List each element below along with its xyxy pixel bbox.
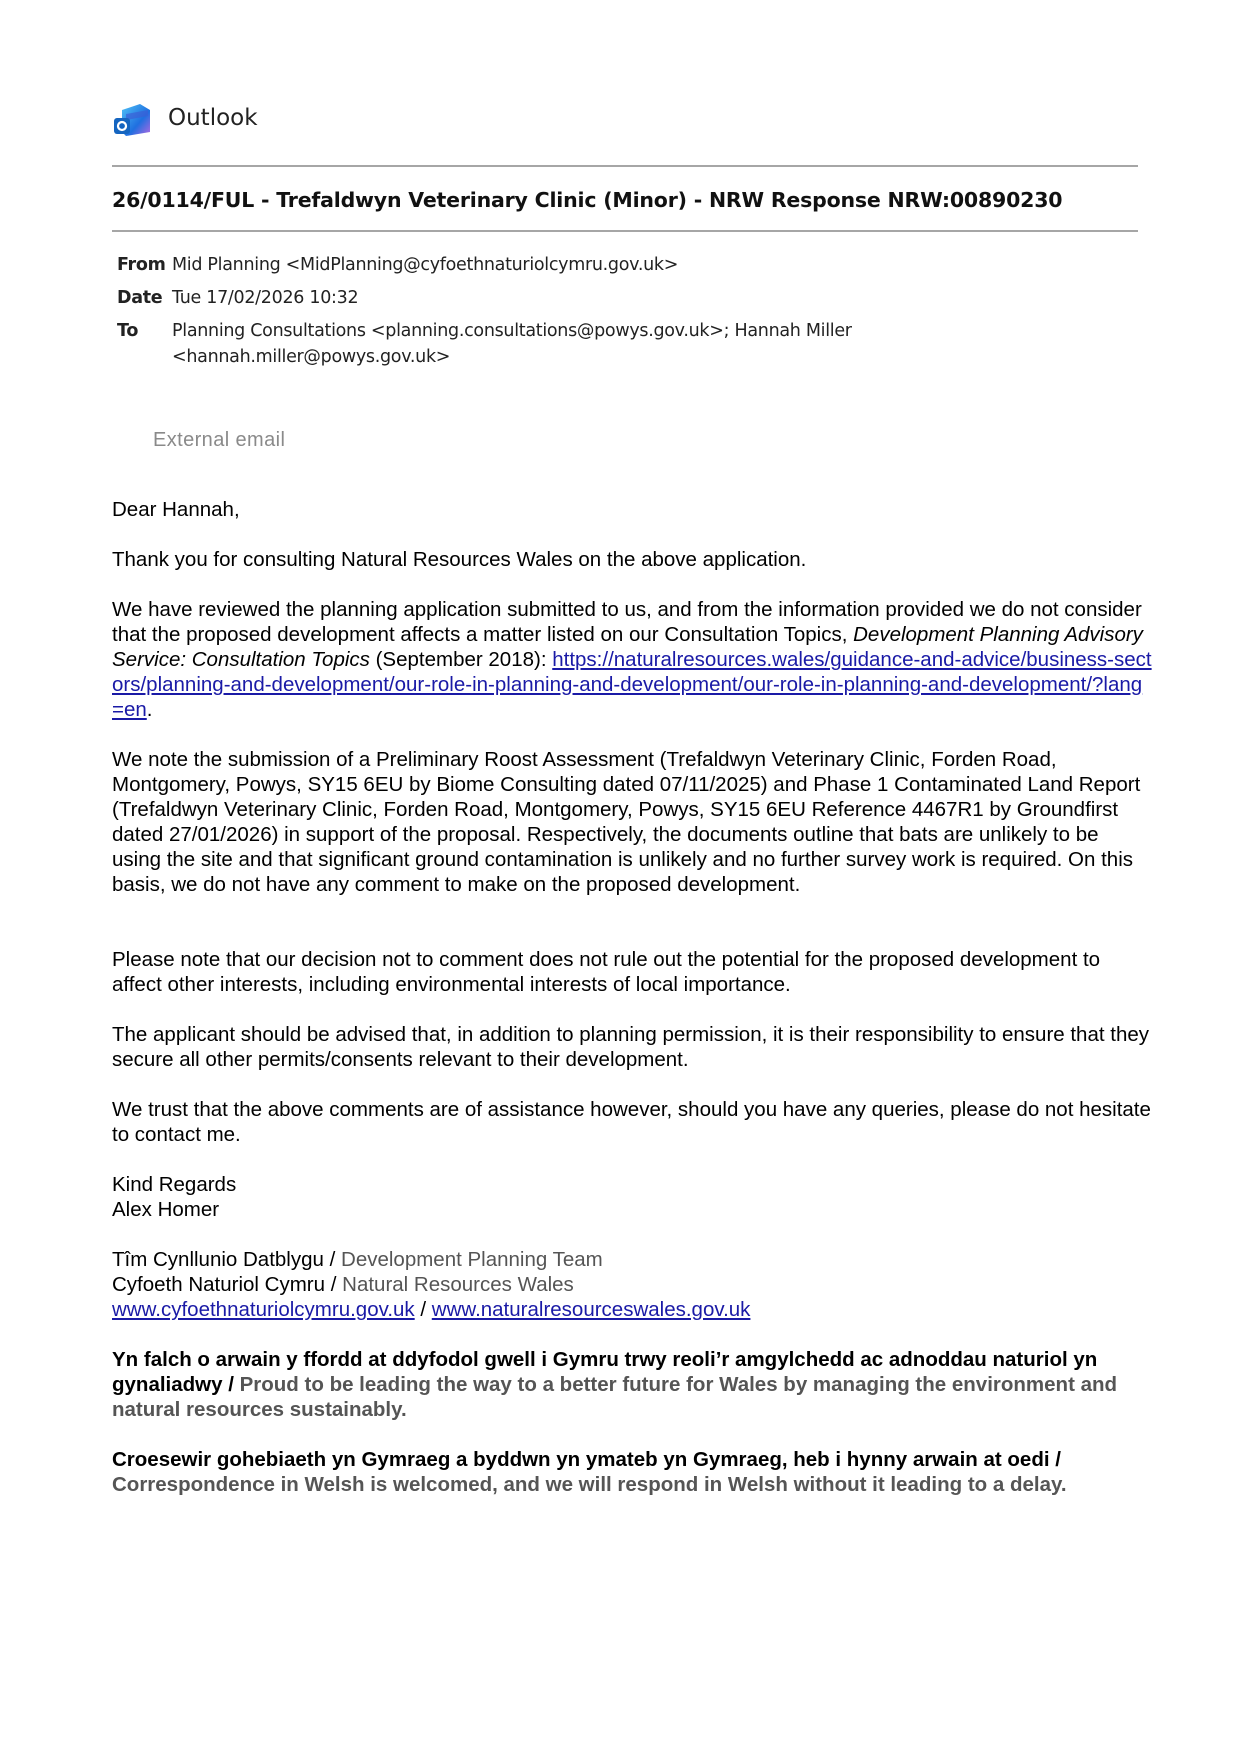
separator: / (414, 1298, 432, 1321)
consultation-topics-link[interactable]: https://naturalresources.wales/guidance-and-advice/business-sectors/planning-and-development/our-role-in-planning-and-development/our-role-in-planning-and-development/?lang=en (112, 648, 1152, 721)
to-label: To (117, 321, 139, 341)
website-cy-link[interactable]: www.cyfoethnaturiolcymru.gov.uk (112, 1298, 415, 1321)
separator: / (222, 1373, 240, 1396)
divider (112, 165, 1138, 167)
motto-cy: Yn falch o arwain y ffordd at ddyfodol gwell i Gymru trwy reoli’r amgylchedd ac adnoddau naturiol yn gynaliadwy (112, 1348, 1098, 1396)
paragraph-2 (112, 597, 1152, 722)
to-value[interactable]: Planning Consultations <planning.consultations@powys.gov.uk>; Hannah Miller (172, 321, 852, 341)
team-en: Development Planning Team (341, 1248, 603, 1271)
to-value-cont[interactable]: <hannah.miller@powys.gov.uk> (172, 347, 451, 367)
p2-italic: Development Planning Advisory Service: Consultation Topics (112, 623, 1143, 671)
separator: / (323, 1248, 342, 1271)
motto (112, 1347, 1152, 1422)
from-label: From (117, 255, 166, 275)
email-subject: 26/0114/FUL - Trefaldwyn Veterinary Clinic (Minor) - NRW Response NRW:00890230 (112, 188, 1063, 212)
org-cy: Cyfoeth Naturiol Cymru (112, 1273, 326, 1296)
sender-name: Alex Homer (112, 1198, 220, 1221)
paragraph-3: We note the submission of a Preliminary Roost Assessment (Trefaldwyn Veterinary Clinic, Forden Road, Montgomery, Powys, SY15 6EU by Biome Consulting dated 07/11/2025) and Phase 1 Contaminated Land Report (Trefaldwyn Veterinary Clinic, Forden Road, Montgomery, Powys, SY15 6EU Reference 4467R1 by Groundfirst dated 27/01/2026) in support of the proposal. Respectively, the documents outline that bats are unlikely to be using the site and that significant ground contamination is unlikely and no further survey work is required. On this basis, we do not have any comment to make on the proposed development. (112, 748, 1141, 896)
date-value: Tue 17/02/2026 10:32 (172, 288, 359, 308)
org-en: Natural Resources Wales (342, 1273, 574, 1296)
p2-text: We have reviewed the planning application submitted to us, and from the information provided we do not consider that the proposed development affects a matter listed on our Consultation Topics, (112, 598, 1142, 646)
p2-text-b: (September 2018): (369, 648, 553, 671)
external-email-banner: External email (153, 429, 286, 451)
lang-cy: Croesewir gohebiaeth yn Gymraeg a byddwn yn ymateb yn Gymraeg, heb i hynny arwain at oedi (112, 1448, 1050, 1471)
website-en-link[interactable]: www.naturalresourceswales.gov.uk (431, 1298, 751, 1321)
from-value[interactable]: Mid Planning <MidPlanning@cyfoethnaturiolcymru.gov.uk> (172, 255, 679, 275)
motto-en: Proud to be leading the way to a better future for Wales by managing the environment and natural resources sustainably. (112, 1373, 1118, 1421)
paragraph-1: Thank you for consulting Natural Resources Wales on the above application. (112, 548, 807, 571)
date-label: Date (117, 288, 163, 308)
greeting: Dear Hannah, (112, 498, 240, 521)
signature (112, 1247, 1152, 1322)
paragraph-6: We trust that the above comments are of assistance however, should you have any queries, please do not hesitate to contact me. (112, 1098, 1151, 1146)
app-name: Outlook (168, 105, 258, 131)
from-row (117, 255, 678, 275)
date-row (117, 288, 358, 308)
signoff-text: Kind Regards (112, 1173, 237, 1196)
paragraph-5: The applicant should be advised that, in addition to planning permission, it is their responsibility to ensure that they secure all other permits/consents relevant to their development. (112, 1023, 1150, 1071)
lang-en: Correspondence in Welsh is welcomed, and we will respond in Welsh without it leading to a delay. (112, 1473, 1067, 1496)
separator: / (325, 1273, 343, 1296)
team-cy: Tîm Cynllunio Datblygu (112, 1248, 324, 1271)
p2-end: . (146, 698, 153, 721)
separator: / (1049, 1448, 1061, 1471)
paragraph-4: Please note that our decision not to comment does not rule out the potential for the proposed development to affect other interests, including environmental interests of local importance. (112, 948, 1101, 996)
divider (112, 230, 1138, 232)
outlook-logo-icon (112, 102, 152, 138)
signoff (112, 1172, 1152, 1222)
language-notice (112, 1447, 1152, 1497)
to-row (117, 321, 852, 341)
